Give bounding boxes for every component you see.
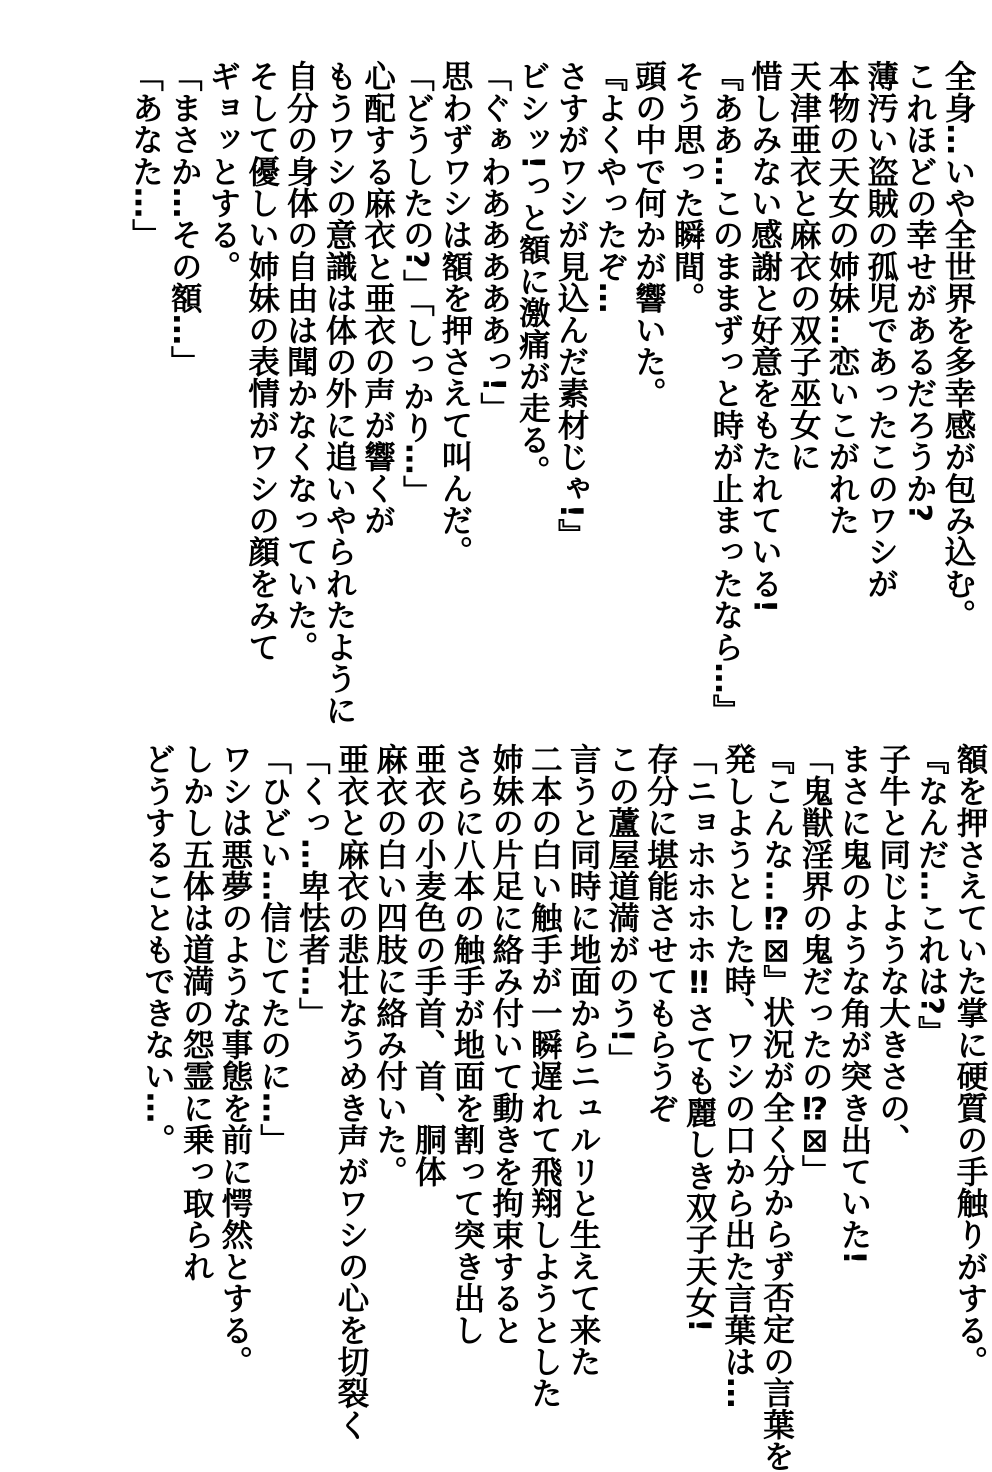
text-line: ギョッとする。 xyxy=(204,60,241,282)
text-line: 惜しみない感謝と好意をもたれている! xyxy=(746,60,783,614)
text-line: 心配する麻衣と亜衣の声が響くが xyxy=(359,60,396,536)
text-line: どうすることもできない…。 xyxy=(139,743,176,1156)
text-line: 「鬼獣淫界の鬼だったの⁉︎⊠」 xyxy=(797,743,834,1187)
text-line: 発しようとした時、ワシの口から出た言葉は… xyxy=(719,743,756,1409)
text-line: 亜衣の小麦色の手首、首、胴体 xyxy=(410,743,447,1187)
text-line: これほどの幸せがあるだろうか? xyxy=(901,60,938,523)
text-line: 思わずワシは額を押さえて叫んだ。 xyxy=(437,60,473,568)
text-line: 全身…いや全世界を多幸感が包み込む。 xyxy=(939,60,976,631)
text-line: さすがワシが見込んだ素材じゃ!』 xyxy=(553,60,590,551)
text-line: 天津亜衣と麻衣の双子巫女に xyxy=(785,60,822,473)
text-line: 「まさか…その額…」 xyxy=(166,60,203,377)
text-line: まさに鬼のような角が突き出ていた! xyxy=(835,743,872,1265)
text-line: 二本の白い触手が一瞬遅れて飛翔しようとした xyxy=(526,743,563,1409)
text-line: この蘆屋道満がのう!」 xyxy=(603,743,640,1075)
text-line: 『こんな…⁉︎⊠』状況が全く分からず否定の言葉を xyxy=(758,743,795,1472)
text-line: さらに八本の触手が地面を割って突き出し xyxy=(449,743,485,1346)
text-line: 「ニョホホホホ‼︎さても麗しき双子天女! xyxy=(681,743,718,1333)
text-line: そして優しい姉妹の表情がワシの顔をみて xyxy=(243,60,280,663)
text-line: 麻衣の白い四肢に絡み付いた。 xyxy=(371,743,408,1187)
text-line: 言うと同時に地面からニュルリと生えて来た xyxy=(565,743,602,1377)
text-line: 「ぐぁわあああああっ!」 xyxy=(475,60,512,424)
text-line: 「どうしたの?」「しっかり…」 xyxy=(398,60,435,507)
text-line: 『よくやったぞ… xyxy=(591,60,628,314)
text-line: 頭の中で何かが響いた。 xyxy=(630,60,667,409)
text-line: しかし五体は道満の怨霊に乗っ取られ xyxy=(178,743,215,1282)
text-line: ビシッ!っと額に激痛が走る。 xyxy=(514,60,551,487)
text-line: 子牛と同じような大きさの、 xyxy=(874,743,911,1156)
text-line: 薄汚い盗賊の孤児であったこのワシが xyxy=(862,60,899,599)
text-line: 「くっ…卑怯者…」 xyxy=(294,743,331,1029)
text-line: 存分に堪能させてもらうぞ xyxy=(642,743,679,1124)
text-line: 本物の天女の姉妹…恋いこがれた xyxy=(823,60,860,536)
text-line: 『なんだ…これは?』 xyxy=(913,743,950,1047)
text-line: 亜衣と麻衣の悲壮なうめき声がワシの心を切裂く xyxy=(332,743,369,1441)
text-line: そう思った瞬間。 xyxy=(669,60,706,314)
top-text-block xyxy=(128,60,975,726)
text-line: 額を押さえていた掌に硬質の手触りがする。 xyxy=(951,743,988,1377)
text-line: 自分の身体の自由は聞かなくなっていた。 xyxy=(282,60,319,663)
text-line: 姉妹の片足に絡み付いて動きを拘束すると xyxy=(487,743,524,1346)
text-line: もうワシの意識は体の外に追いやられたように xyxy=(320,60,357,726)
bottom-text-block xyxy=(140,743,987,1472)
text-line: 『ああ…このままずっと時が止まったなら…』 xyxy=(707,60,744,726)
text-line: ワシは悪夢のような事態を前に愕然とする。 xyxy=(216,743,253,1377)
text-line: 「ひどい…信じてたのに…」 xyxy=(255,743,292,1156)
text-line: 「あなた…」 xyxy=(127,60,164,251)
